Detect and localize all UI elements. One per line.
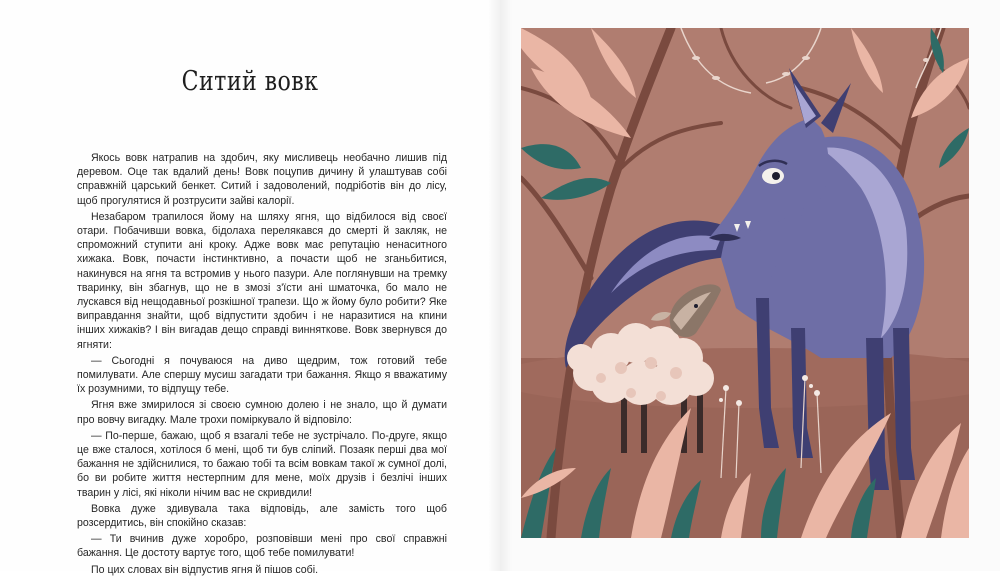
- paragraph: — Ти вчинив дуже хоробро, розповівши мені про свої справжні бажання. Це достоту вартує того, щоб тебе помилувати!: [77, 533, 447, 560]
- paragraph: Ягня вже змирилося зі своєю сумною долею і не знало, що й думати про вовчу вигадку. Мале трохи поміркувало й відповіло:: [77, 399, 447, 426]
- story-text: [77, 151, 447, 579]
- wolf-and-lamb-illustration: [521, 28, 969, 538]
- paragraph: Якось вовк натрапив на здобич, яку мисливець необачно лишив під деревом. Оце так вдалий день! Вовк поцупив дичину й улаштував собі справжній царський бенкет. Ситий і задоволений, подріботів він до лісу, щоб прогулятися й розтрусити зайві калорії.: [77, 152, 447, 207]
- paragraph: — Сьогодні я почуваюся на диво щедрим, тож готовий тебе помилувати. Але спершу мусиш загадати три бажання. Якщо я вважатиму їх розумними, то відпущу тебе.: [77, 354, 447, 396]
- lamb-eye: [694, 304, 698, 308]
- book-gutter: [488, 0, 512, 571]
- paragraph: По цих словах він відпустив ягня й пішов собі.: [91, 563, 319, 576]
- paragraph: Вовка дуже здивувала така відповідь, але замість того щоб розсердитись, він спокійно сказав:: [77, 502, 447, 530]
- paragraph: — По-перше, бажаю, щоб я взагалі тебе не зустрічало. По-друге, якщо це вже сталося, хотілося б мені, щоб ти був сліпий. Позаяк перші два мої бажання не здійснилися, то бажаю тобі та всім вовкам такої ж сумної долі, бо ви робите життя нестерпним для мене, моїх друзів і безлічі інших тварин у лісі, які ніколи нічим вас не скривдили!: [77, 429, 447, 499]
- paragraph: Незабаром трапилося йому на шляху ягня, що відбилося від своєї отари. Побачивши вовка, бідолаха перелякався до смерті й закляк, не спроможний ступити ані кроку. Адже вовк має репутацію ненаситного хижака. Вовк, почасти інстинктивно, а почасти щоб не зганьбитися, накинувся на ягня та встромив у нього пазури. Але поглянувши на тремку тваринку, він збагнув, що не в змозі з'їсти ані шматочка, бо мало не лускався від нещодавньої розкішної трапези. Що ж йому було робити? Яке виправдання знайти, щоб відпустити здобич і не наразитися на кпини інших хижаків? І він вигадав дещо справді винняткове. Вовк звернувся до ягняти:: [77, 210, 447, 351]
- page-title: Ситий вовк: [181, 66, 319, 97]
